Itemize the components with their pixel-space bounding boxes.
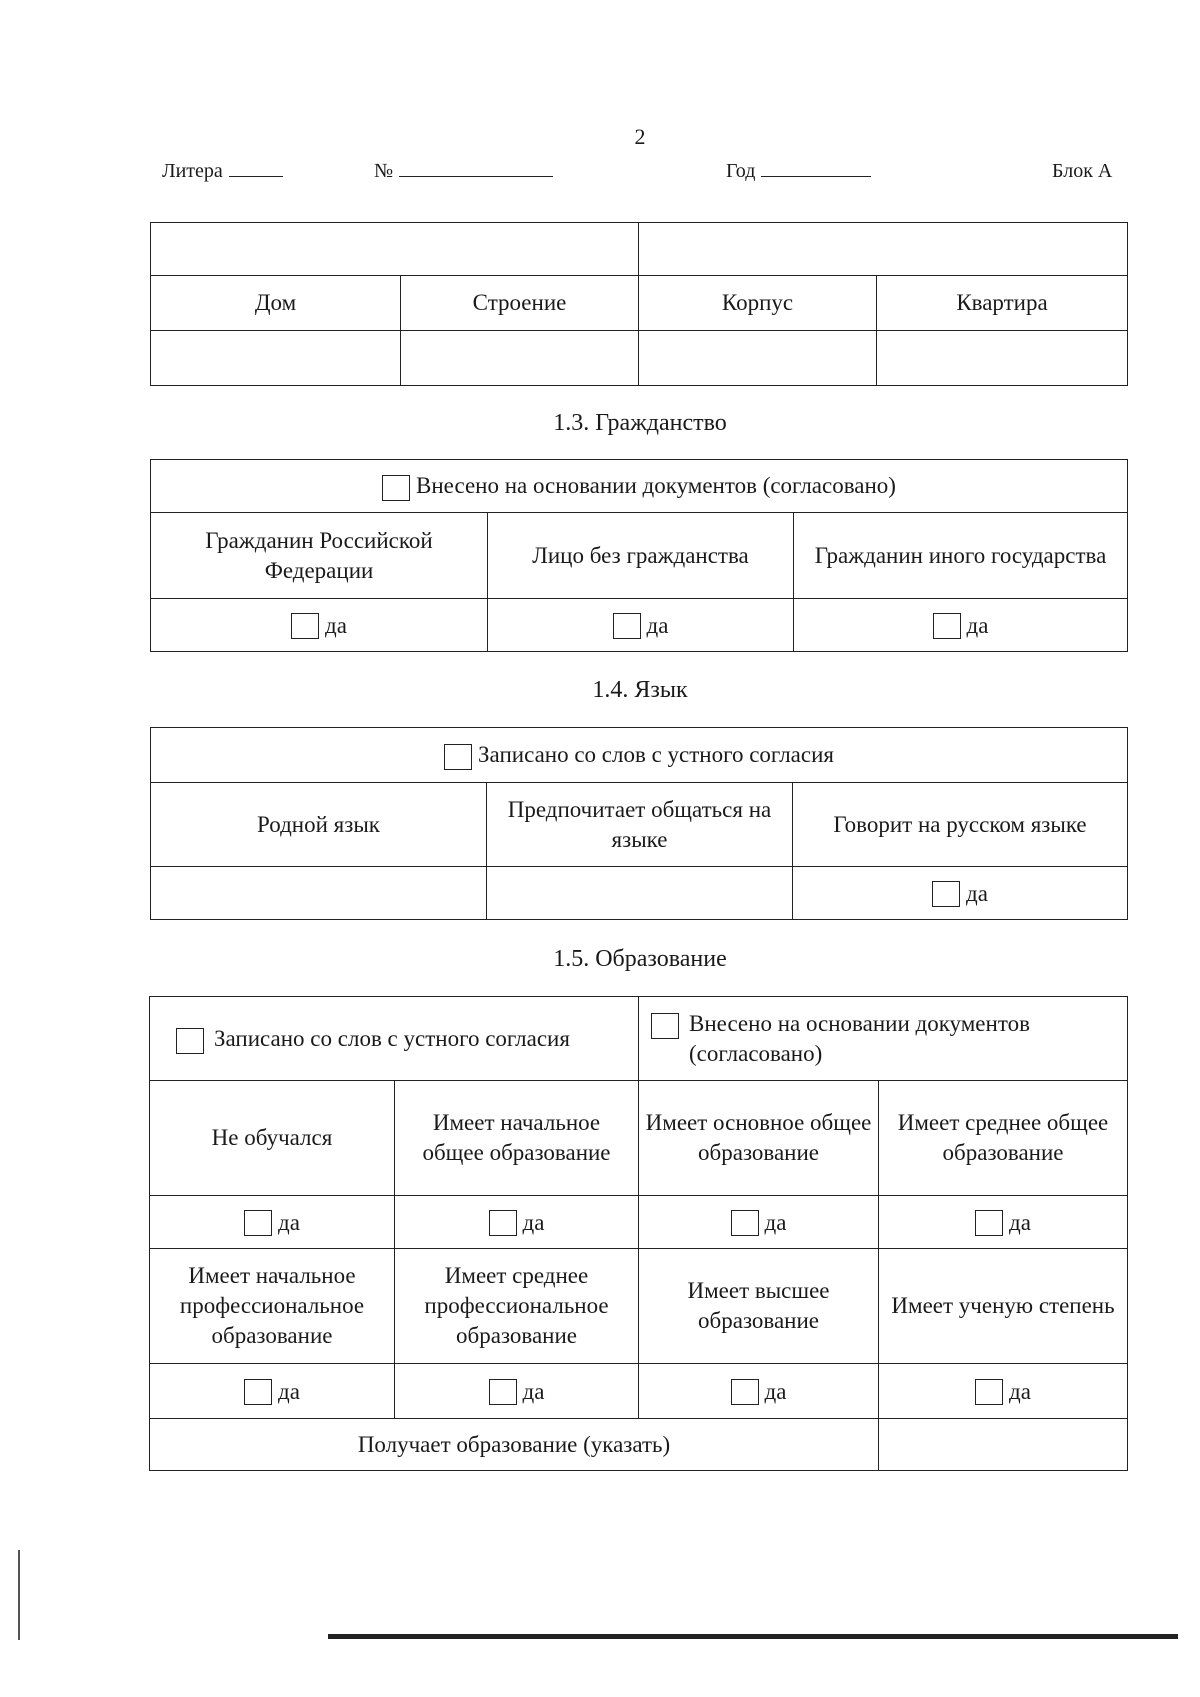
column-dom: Дом [151,276,401,331]
citizenship-basis-checkbox[interactable] [382,475,410,501]
language-basis-label: Записано со слов с устного согласия [478,742,834,768]
yes-label: да [278,1209,300,1235]
input-dom[interactable] [151,331,401,386]
input-kvartira[interactable] [877,331,1128,386]
edu-secondary-general-label: Имеет среднее общее образование [879,1081,1128,1196]
citizenship-title: 1.3. Гражданство [553,410,727,436]
page-number: 2 [634,124,646,149]
edu-higher-label: Имеет высшее образование [639,1249,879,1364]
speaks-russian-cell [793,867,1128,920]
edu-degree-label: Имеет ученую степень [879,1249,1128,1364]
citizenship-basis-label: Внесено на основании документов (согласовано) [416,473,896,499]
edu-primary-general-label: Имеет начальное общее образование [395,1081,639,1196]
citizenship-rf-checkbox[interactable] [291,613,319,639]
number-label: № [374,160,394,182]
block-label: Блок А [1052,160,1113,182]
yes-label: да [764,1209,787,1235]
footer-rule [328,1634,1178,1639]
preferred-language-label: Предпочитает общаться на языке [487,783,793,867]
education-oral-basis-checkbox[interactable] [176,1028,204,1054]
edu-primary-vocational-label: Имеет начальное профессиональное образование [150,1249,395,1364]
input-korpus[interactable] [639,331,877,386]
education-oral-basis-label: Записано со слов с устного согласия [214,1025,570,1051]
year-field [726,160,871,183]
yes-label: да [1009,1378,1031,1404]
yes-label: да [522,1378,545,1404]
native-language-input[interactable] [151,867,487,920]
input-stroenie[interactable] [401,331,639,386]
citizenship-foreign-label: Гражданин иного государства [794,513,1128,599]
edu-secondary-vocational-label: Имеет среднее профессиональное образование [395,1249,639,1364]
yes-label: да [325,612,347,638]
edu-basic-general-label: Имеет основное общее образование [639,1081,879,1196]
citizenship-table [150,459,1128,652]
litera-field [162,160,283,183]
education-table [149,996,1128,1471]
year-line[interactable] [761,162,871,177]
citizenship-stateless-checkbox[interactable] [613,613,641,639]
citizenship-foreign-cell [794,599,1128,652]
language-table [150,727,1128,920]
speaks-russian-checkbox[interactable] [932,881,960,907]
edu-secondary-general-cell [879,1196,1128,1249]
edu-basic-general-cell [639,1196,879,1249]
speaks-russian-label: Говорит на русском языке [793,783,1128,867]
year-label: Год [726,160,756,182]
yes-label: да [522,1209,545,1235]
yes-label: да [1009,1209,1031,1235]
yes-label: да [646,612,669,638]
citizenship-foreign-checkbox[interactable] [933,613,961,639]
education-docs-basis-cell [639,997,1128,1081]
address-cell-top-right[interactable] [639,223,1128,276]
column-stroenie: Строение [401,276,639,331]
language-basis-row [151,728,1128,783]
citizenship-rf-cell [151,599,488,652]
edu-primary-vocational-cell [150,1364,395,1419]
language-basis-checkbox[interactable] [444,744,472,770]
edu-degree-cell [879,1364,1128,1419]
edu-none-cell [150,1196,395,1249]
education-docs-basis-checkbox[interactable] [651,1013,679,1039]
edu-primary-general-checkbox[interactable] [489,1210,517,1236]
edu-basic-general-checkbox[interactable] [731,1210,759,1236]
address-table [150,222,1128,386]
edu-secondary-general-checkbox[interactable] [975,1210,1003,1236]
column-korpus: Корпус [639,276,877,331]
number-line[interactable] [399,162,553,177]
yes-label: да [278,1378,300,1404]
number-field [374,160,553,183]
citizenship-stateless-cell [488,599,794,652]
language-title: 1.4. Язык [592,677,688,703]
edu-receiving-input[interactable] [879,1419,1128,1471]
scan-margin-mark [18,1550,20,1640]
native-language-label: Родной язык [151,783,487,867]
column-kvartira: Квартира [877,276,1128,331]
yes-label: да [764,1378,787,1404]
citizenship-stateless-label: Лицо без гражданства [488,513,794,599]
edu-higher-checkbox[interactable] [731,1379,759,1405]
litera-line[interactable] [229,162,283,177]
preferred-language-input[interactable] [487,867,793,920]
citizenship-rf-label: Гражданин Российской Федерации [151,513,488,599]
education-oral-basis-cell [150,997,639,1081]
edu-higher-cell [639,1364,879,1419]
edu-primary-vocational-checkbox[interactable] [244,1379,272,1405]
education-title: 1.5. Образование [553,946,727,972]
education-docs-basis-label: Внесено на основании документов (согласовано) [689,1010,1030,1066]
address-cell-top-left[interactable] [151,223,639,276]
citizenship-basis-row [151,460,1128,513]
edu-none-label: Не обучался [150,1081,395,1196]
edu-secondary-vocational-checkbox[interactable] [489,1379,517,1405]
edu-degree-checkbox[interactable] [975,1379,1003,1405]
edu-receiving-label: Получает образование (указать) [150,1419,879,1471]
edu-secondary-vocational-cell [395,1364,639,1419]
yes-label: да [966,612,989,638]
edu-primary-general-cell [395,1196,639,1249]
yes-label: да [966,880,988,906]
litera-label: Литера [162,160,223,182]
edu-none-checkbox[interactable] [244,1210,272,1236]
